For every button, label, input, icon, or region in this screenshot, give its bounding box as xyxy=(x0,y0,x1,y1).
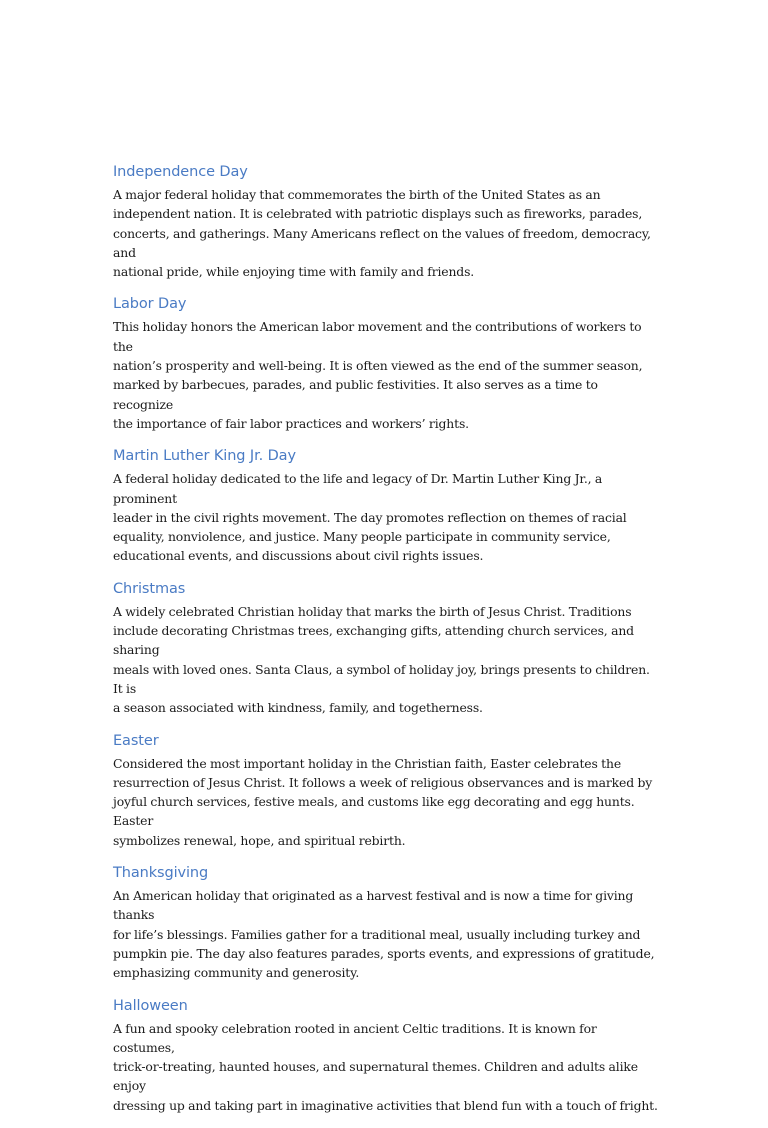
section-paragraph xyxy=(113,185,658,281)
section-labor-day xyxy=(113,294,658,433)
paragraph-line: independent nation. It is celebrated with patriotic displays such as fireworks, parades, xyxy=(113,206,643,222)
section-paragraph xyxy=(113,1019,658,1115)
section-paragraph xyxy=(113,602,658,718)
paragraph-line: An American holiday that originated as a harvest festival and is now a time for giving thanks xyxy=(113,888,634,923)
paragraph-line: pumpkin pie. The day also features parades, sports events, and expressions of gratitude, xyxy=(113,945,655,961)
paragraph-line: resurrection of Jesus Christ. It follows a week of religious observances and is marked by xyxy=(113,774,653,790)
section-paragraph xyxy=(113,754,658,850)
paragraph-line: dressing up and taking part in imaginative activities that blend fun with a touch of fright. xyxy=(113,1097,658,1113)
section-halloween xyxy=(113,996,658,1115)
paragraph-line: concerts, and gatherings. Many Americans reflect on the values of freedom, democracy, and xyxy=(113,225,651,260)
section-heading: Labor Day xyxy=(113,296,187,313)
paragraph-line: educational events, and discussions about civil rights issues. xyxy=(113,548,484,564)
paragraph-line: a season associated with kindness, family, and togetherness. xyxy=(113,700,483,716)
paragraph-line: Considered the most important holiday in the Christian faith, Easter celebrates the xyxy=(113,755,622,771)
paragraph-line: national pride, while enjoying time with family and friends. xyxy=(113,264,475,280)
paragraph-line: emphasizing community and generosity. xyxy=(113,965,360,981)
paragraph-line: leader in the civil rights movement. The day promotes reflection on themes of racial xyxy=(113,509,627,525)
section-heading: Thanksgiving xyxy=(113,865,209,882)
paragraph-line: joyful church services, festive meals, and customs like egg decorating and egg hunts. Easter xyxy=(113,794,635,829)
section-mlk-day xyxy=(113,446,658,565)
section-heading: Halloween xyxy=(113,997,188,1014)
paragraph-line: include decorating Christmas trees, exchanging gifts, attending church services, and sharing xyxy=(113,623,634,658)
section-thanksgiving xyxy=(113,863,658,982)
section-paragraph xyxy=(113,469,658,565)
paragraph-line: for life’s blessings. Families gather for a traditional meal, usually including turkey and xyxy=(113,926,641,942)
section-independence-day xyxy=(113,162,658,281)
paragraph-line: A fun and spooky celebration rooted in ancient Celtic traditions. It is known for costumes, xyxy=(113,1020,597,1055)
paragraph-line: marked by barbecues, parades, and public festivities. It also serves as a time to recognize xyxy=(113,377,598,412)
paragraph-line: A widely celebrated Christian holiday that marks the birth of Jesus Christ. Traditions xyxy=(113,603,632,619)
section-heading: Martin Luther King Jr. Day xyxy=(113,448,296,465)
section-paragraph xyxy=(113,317,658,433)
document-content xyxy=(113,162,658,1128)
section-heading: Easter xyxy=(113,732,159,749)
section-heading: Independence Day xyxy=(113,164,248,180)
section-paragraph xyxy=(113,886,658,982)
paragraph-line: the importance of fair labor practices and workers’ rights. xyxy=(113,415,469,431)
paragraph-line: A federal holiday dedicated to the life and legacy of Dr. Martin Luther King Jr., a prominent xyxy=(113,471,603,506)
paragraph-line: meals with loved ones. Santa Claus, a symbol of holiday joy, brings presents to children. It is xyxy=(113,661,650,696)
paragraph-line: equality, nonviolence, and justice. Many people participate in community service, xyxy=(113,529,611,545)
section-christmas xyxy=(113,579,658,718)
section-easter xyxy=(113,731,658,850)
paragraph-line: symbolizes renewal, hope, and spiritual rebirth. xyxy=(113,832,406,848)
paragraph-line: This holiday honors the American labor movement and the contributions of workers to the xyxy=(113,319,642,354)
paragraph-line: nation’s prosperity and well-being. It is often viewed as the end of the summer season, xyxy=(113,358,643,374)
paragraph-line: trick-or-treating, haunted houses, and supernatural themes. Children and adults alike enjoy xyxy=(113,1059,638,1094)
paragraph-line: A major federal holiday that commemorates the birth of the United States as an xyxy=(113,187,601,202)
section-heading: Christmas xyxy=(113,580,186,597)
